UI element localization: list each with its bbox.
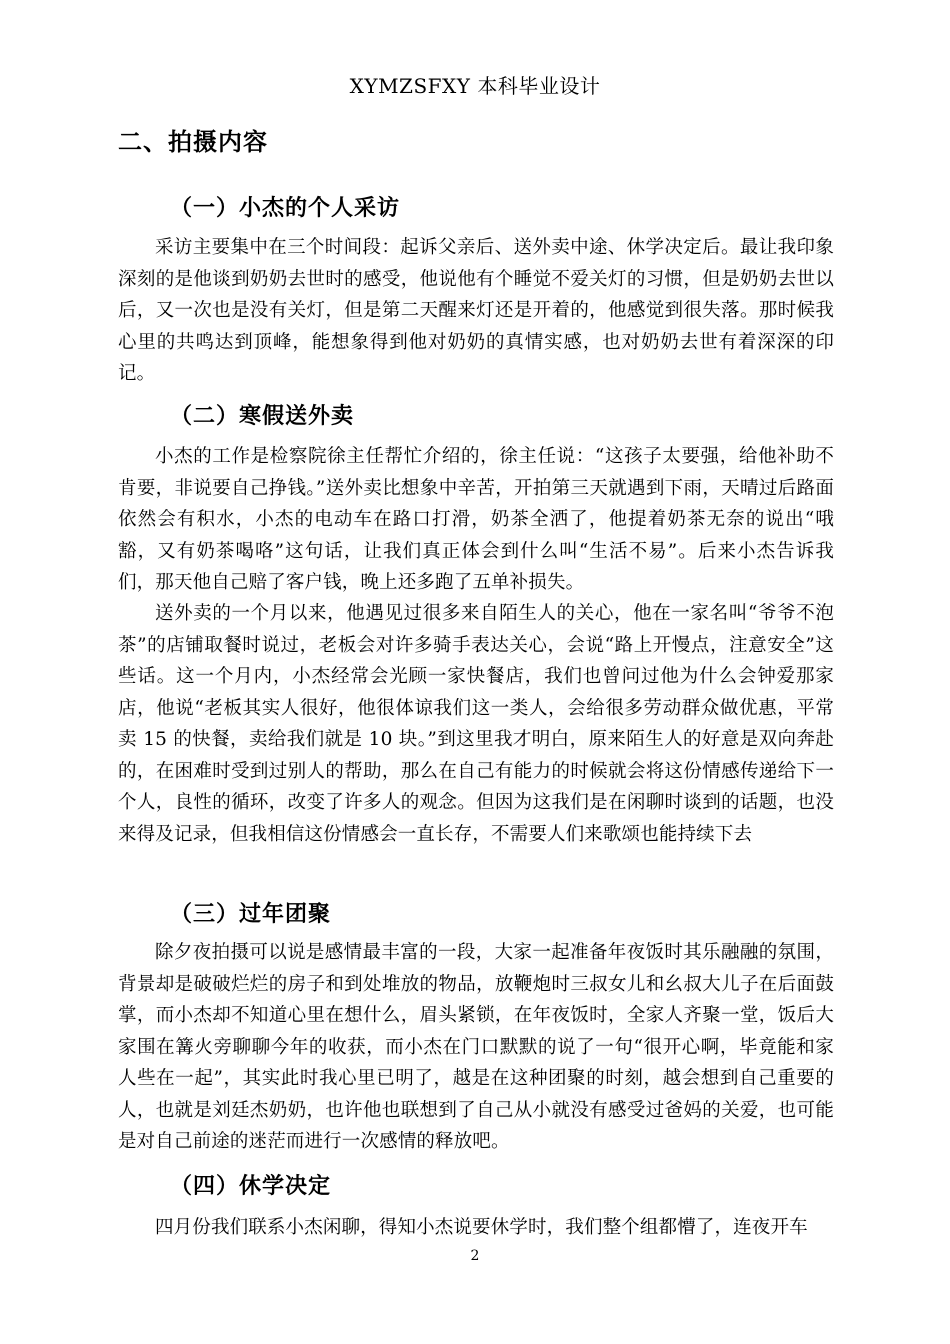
subsection-heading-1: （一）小杰的个人采访 <box>170 196 401 221</box>
subsection-heading-3: （三）过年团聚 <box>170 902 332 927</box>
paragraph-2: 小杰的工作是检察院徐主任帮忙介绍的，徐主任说：“这孩子太要强，给他补助不肯要，非说要自己挣钱。”送外卖比想象中辛苦，开拍第三天就遇到下雨，天晴过后路面依然会有积水，小杰的电动车在路口打滑，奶茶全洒了，他提着奶茶无奈的说出“哦豁，又有奶茶喝咯”这句话，让我们真正体会到什么叫“生活不易”。后来小杰告诉我们，那天他自己赔了客户钱，晚上还多跑了五单补损失。 <box>118 446 834 593</box>
document-header: XYMZSFXY 本科毕业设计 <box>349 74 601 98</box>
subsection-heading-4: （四）休学决定 <box>170 1174 332 1199</box>
paragraph-1: 采访主要集中在三个时间段：起诉父亲后、送外卖中途、休学决定后。最让我印象深刻的是他谈到奶奶去世时的感受，他说他有个睡觉不爱关灯的习惯，但是奶奶去世以后，又一次也是没有关灯，但是第二天醒来灯还是开着的，他感觉到很失落。那时候我心里的共鸣达到顶峰，能想象得到他对奶奶的真情实感，也对奶奶去世有着深深的印记。 <box>118 237 834 384</box>
subsection-heading-2: （二）寒假送外卖 <box>170 404 355 429</box>
section-title: 二、拍摄内容 <box>118 128 268 156</box>
paragraph-5: 四月份我们联系小杰闲聊，得知小杰说要休学时，我们整个组都懵了，连夜开车 <box>155 1217 808 1238</box>
paragraph-4: 除夕夜拍摄可以说是感情最丰富的一段，大家一起准备年夜饭时其乐融融的氛围，背景却是破破烂烂的房子和到处堆放的物品，放鞭炮时三叔女儿和幺叔大儿子在后面鼓掌，而小杰却不知道心里在想什么，眉头紧锁，在年夜饭时，全家人齐聚一堂，饭后大家围在篝火旁聊聊今年的收获，而小杰在门口默默的说了一句“很开心啊，毕竟能和家人些在一起”，其实此时我心里已明了，越是在这种团聚的时刻，越会想到自己重要的人，也就是刘廷杰奶奶，也许他也联想到了自己从小就没有感受过爸妈的关爱，也可能是对自己前途的迷茫而进行一次感情的释放吧。 <box>118 942 834 1152</box>
paragraph-3: 送外卖的一个月以来，他遇见过很多来自陌生人的关心，他在一家名叫“爷爷不泡茶”的店铺取餐时说过，老板会对许多骑手表达关心，会说“路上开慢点，注意安全”这些话。这一个月内，小杰经常会光顾一家快餐店，我们也曾问过他为什么会钟爱那家店，他说“老板其实人很好，他很体谅我们这一类人，会给很多劳动群众做优惠，平常卖 15 的快餐，卖给我们就是 10 块。”到这里我才明白，原来陌生人的好意是双向奔赴的，在困难时受到过别人的帮助，那么在自己有能力的时候就会将这份情感传递给下一个人，良性的循环，改变了许多人的观念。但因为这我们是在闲聊时谈到的话题，也没来得及记录，但我相信这份情感会一直长存，不需要人们来歌颂也能持续下去 <box>118 603 834 845</box>
page-number: 2 <box>470 1248 480 1264</box>
